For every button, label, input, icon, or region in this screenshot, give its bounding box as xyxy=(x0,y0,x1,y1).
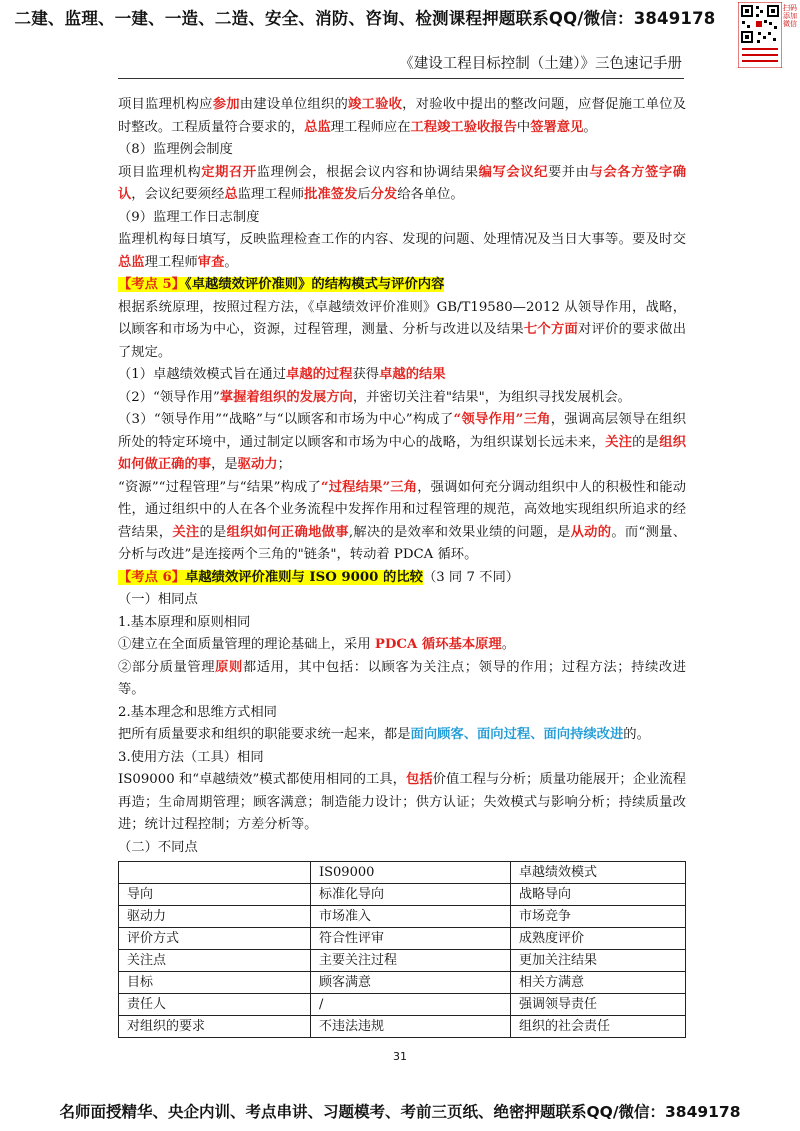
page-number: 31 xyxy=(393,1050,407,1063)
table-row xyxy=(119,972,686,994)
bottom-banner: 名师面授精华、央企内训、考点串讲、习题模考、考前三页纸、绝密押题联系QQ/微信：3849178 xyxy=(59,1103,741,1121)
table-cell: 市场竞争 xyxy=(511,906,686,928)
paragraph-log: 监理机构每日填写，反映监理检查工作的内容、发现的问题、处理情况及当日大事等。要及时交总监理工程师审查。 xyxy=(118,232,686,270)
list-item-3: （3）“领导作用”“战略”与“以顾客和市场为中心”构成了“领导作用”三角，强调高层领导在组织所处的特定环境中，通过制定以顾客和市场为中心的战略，为组织谋划长远未来，关注的是组织如何做正确的事，是驱动力； xyxy=(118,412,687,472)
list-item-2: （2）“领导作用”掌握着组织的发展方向，并密切关注着"结果"，为组织寻找发展机会。 xyxy=(118,389,631,405)
table-row xyxy=(119,906,686,928)
table-cell: 组织的社会责任 xyxy=(511,1016,686,1038)
table-cell: IS09000 xyxy=(311,862,511,884)
table-cell: 主要关注过程 xyxy=(311,950,511,972)
item-principles: ②部分质量管理原则都适用，其中包括：以顾客为关注点；领导的作用；过程方法；持续改进等。 xyxy=(118,659,687,697)
paragraph-principle: 根据系统原理，按照过程方法，《卓越绩效评价准则》GB/T19580—2012 从领导作用，战略，以顾客和市场为中心，资源，过程管理，测量、分析与改进以及结果七个方面对评价的要求做出了规定。 xyxy=(118,299,687,360)
paragraph-meeting: 项目监理机构定期召开监理例会，根据会议内容和协调结果编写会议纪要并由与会各方签字确认，会议纪要须经总监理工程师批准签发后分发给各单位。 xyxy=(118,164,687,202)
book-title: 《建设工程目标控制（土建）》三色速记手册 xyxy=(399,56,682,72)
heading-meeting-system: （8）监理例会制度 xyxy=(118,142,233,157)
header-divider xyxy=(118,78,684,79)
table-cell: 符合性评审 xyxy=(311,928,511,950)
heading-log-system: （9）监理工作日志制度 xyxy=(118,209,260,225)
table-cell: 市场准入 xyxy=(311,906,511,928)
table-row xyxy=(119,928,686,950)
table-cell xyxy=(119,862,311,884)
table-cell: 评价方式 xyxy=(119,928,311,950)
main-content xyxy=(118,94,686,1038)
table-cell: 目标 xyxy=(119,972,311,994)
item-concepts: 把所有质量要求和组织的职能要求统一起来，都是面向顾客、面向过程、面向持续改进的。 xyxy=(118,727,650,742)
subheading-tools: 3.使用方法（工具）相同 xyxy=(118,749,264,765)
table-row xyxy=(119,1016,686,1038)
section-differences: （二）不同点 xyxy=(118,839,198,855)
table-cell: 顾客满意 xyxy=(311,972,511,994)
paragraph-process-result: “资源”“过程管理”与“结果”构成了“过程结果”三角，强调如何充分调动组织中人的积极性和能动性，通过组织中的人在各个业务流程中发挥作用和过程管理的规范，高效地实现组织所追求的经营结果，关注的是组织如何正确地做事,解决的是效率和效果业绩的问题，是从动的。而“测量、分析与改进”是连接两个三角的"链条"，转动着 PDCA 循环。 xyxy=(118,479,687,562)
comparison-table xyxy=(118,861,686,1038)
table-cell: 卓越绩效模式 xyxy=(511,862,686,884)
table-cell: 责任人 xyxy=(119,994,311,1016)
table-cell: 强调领导责任 xyxy=(511,994,686,1016)
table-cell: 标准化导向 xyxy=(311,884,511,906)
table-row xyxy=(119,950,686,972)
key-point-5-heading: 【考点 5】《卓越绩效评价准则》的结构模式与评价内容 xyxy=(118,277,445,292)
table-cell: 相关方满意 xyxy=(511,972,686,994)
section-similarities: （一）相同点 xyxy=(118,592,198,607)
subheading-concepts: 2.基本理念和思维方式相同 xyxy=(118,704,277,720)
table-cell: 不违法违规 xyxy=(311,1016,511,1038)
paragraph-acceptance: 项目监理机构应参加由建设单位组织的竣工验收，对验收中提出的整改问题，应督促施工单位及时整改。工程质量符合要求的，总监理工程师应在工程竣工验收报告中签署意见。 xyxy=(118,97,687,135)
table-cell: 关注点 xyxy=(119,950,311,972)
table-cell: 成熟度评价 xyxy=(511,928,686,950)
key-point-6-heading: 【考点 6】卓越绩效评价准则与 ISO 9000 的比较（3 同 7 不同） xyxy=(118,569,520,585)
subheading-principles: 1.基本原理和原则相同 xyxy=(118,614,251,630)
table-cell: 驱动力 xyxy=(119,906,311,928)
table-cell: 战略导向 xyxy=(511,884,686,906)
qr-side-text: 扫码添加微信 xyxy=(783,4,797,28)
table-row xyxy=(119,884,686,906)
list-item-1: （1）卓越绩效模式旨在通过卓越的过程获得卓越的结果 xyxy=(118,367,446,382)
table-cell: 对组织的要求 xyxy=(119,1016,311,1038)
table-cell: 导向 xyxy=(119,884,311,906)
top-banner: 二建、监理、一建、一造、二造、安全、消防、咨询、检测课程押题联系QQ/微信：3849178 xyxy=(14,9,716,28)
table-cell: 更加关注结果 xyxy=(511,950,686,972)
item-tqm: ①建立在全面质量管理的理论基础上，采用 PDCA 循环基本原理。 xyxy=(118,637,516,652)
item-tools: IS09000 和“卓越绩效”模式都使用相同的工具，包括价值工程与分析；质量功能展开；企业流程再造；生命周期管理；顾客满意；制造能力设计；供方认证；失效模式与影响分析；持续质量改进；统计过程控制；方差分析等。 xyxy=(118,772,687,832)
table-header-row xyxy=(119,862,686,884)
table-row xyxy=(119,994,686,1016)
qr-code-icon xyxy=(738,2,782,68)
table-cell: / xyxy=(311,994,511,1016)
